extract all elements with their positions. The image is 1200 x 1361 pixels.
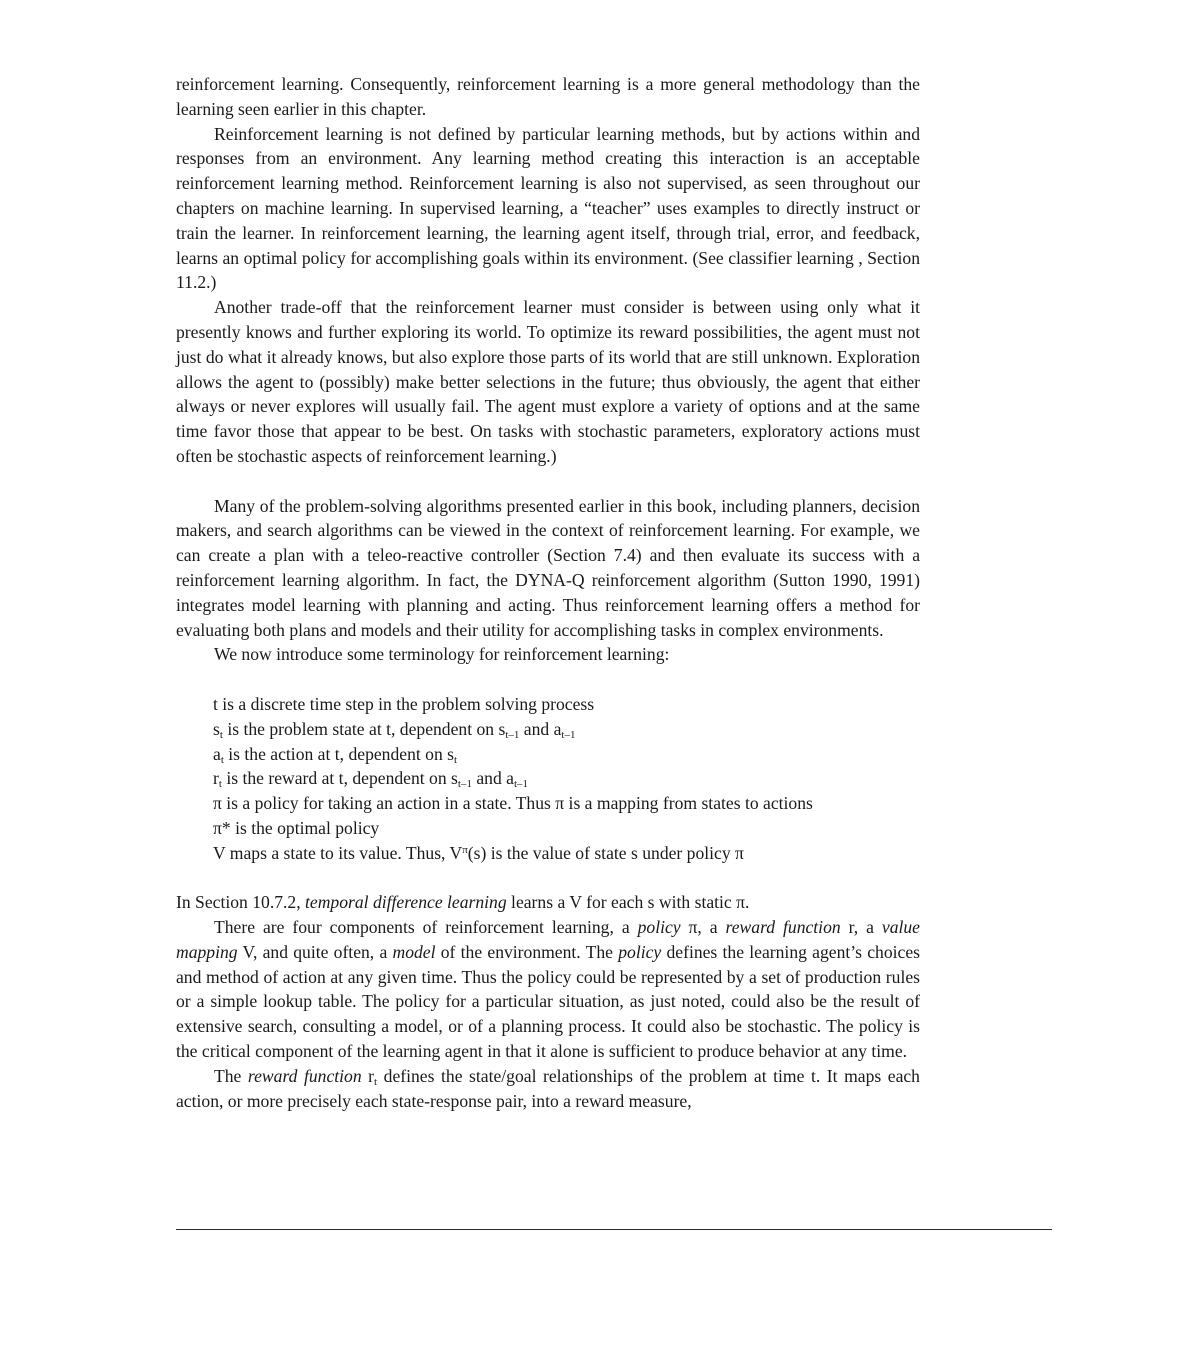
definition-state: $s_t$ is the problem state at t, dependent on $s_{t-1}$ and $a_{t-1}$	[213, 718, 576, 741]
definition-optimal-policy: π* is the optimal policy	[213, 817, 380, 838]
paragraph-terminology-intro: We now introduce some terminology for reinforcement learning:	[214, 644, 670, 665]
paragraph-problem-solving-context: Many of the problem-solving algorithms presented earlier in this book, including planners, decision makers, and search algorithms can be viewed in the context of reinforcement learning. For example, we can create a plan with a teleo-reactive controller (Section 7.4) and then evaluate its success with a reinforcement learning algorithm. In fact, the DYNA-Q reinforcement algorithm (Sutton 1990, 1991) integrates model learning with planning and acting. Thus reinforcement learning offers a method for evaluating both plans and models and their utility for accomplishing tasks in complex environments.	[176, 495, 920, 640]
definition-reward: $r_t$ is the reward at t, dependent on $s_{t-1}$ and $a_{t-1}$	[213, 768, 529, 791]
paragraph-continuation: reinforcement learning. Consequently, reinforcement learning is a more general methodology than the learning seen earlier in this chapter.	[176, 74, 920, 119]
terminology-list	[213, 692, 920, 866]
paragraph-reward-function: The reward function $r_t$ defines the state/goal relationships of the problem at time t. It maps each action, or more precisely each state-response pair, into a reward measure,	[176, 1065, 920, 1111]
paragraph-four-components: There are four components of reinforcement learning, a policy π, a reward function r, a value mapping V, and quite often, a model of the environment. The policy defines the learning agent’s choices and method of action at any given time. Thus the policy could be represented by a set of production rules or a simple lookup table. The policy for a particular situation, as just noted, could also be the result of extensive search, consulting a model, or of a planning process. It could also be stochastic. The policy is the critical component of the learning agent in that it alone is sufficient to produce behavior at any time.	[176, 917, 920, 1062]
definition-policy: π is a policy for taking an action in a state. Thus π is a mapping from states to actions	[213, 793, 813, 814]
definition-t: t is a discrete time step in the problem solving process	[213, 693, 595, 714]
footer-rule	[176, 1229, 1052, 1230]
definition-action: $a_t$ is the action at t, dependent on $s_t$	[213, 743, 458, 766]
definition-value-map: V maps a state to its value. Thus, $V^\pi(s)$ is the value of state s under policy π	[213, 842, 744, 863]
paragraph-temporal-difference: In Section 10.7.2, temporal difference learning learns a V for each s with static π.	[176, 892, 750, 913]
body-text	[176, 72, 920, 1113]
paragraph-definition-of-rl: Reinforcement learning is not defined by particular learning methods, but by actions within and responses from an environment. Any learning method creating this interaction is an acceptable reinforcement learning method. Reinforcement learning is also not supervised, as seen throughout our chapters on machine learning. In supervised learning, a “teacher” uses examples to directly instruct or train the learner. In reinforcement learning, the learning agent itself, through trial, error, and feedback, learns an optimal policy for accomplishing goals within its environment. (See classifier learning , Section 11.2.)	[176, 123, 920, 293]
paragraph-exploration-tradeoff: Another trade-off that the reinforcement learner must consider is between using only what it presently knows and further exploring its world. To optimize its reward possibilities, the agent must not just do what it already knows, but also explore those parts of its world that are still unknown. Exploration allows the agent to (possibly) make better selections in the future; thus obviously, the agent that either always or never explores will usually fail. The agent must explore a variety of options and at the same time favor those that appear to be best. On tasks with stochastic parameters, exploratory actions must often be stochastic aspects of reinforcement learning.)	[176, 297, 920, 466]
